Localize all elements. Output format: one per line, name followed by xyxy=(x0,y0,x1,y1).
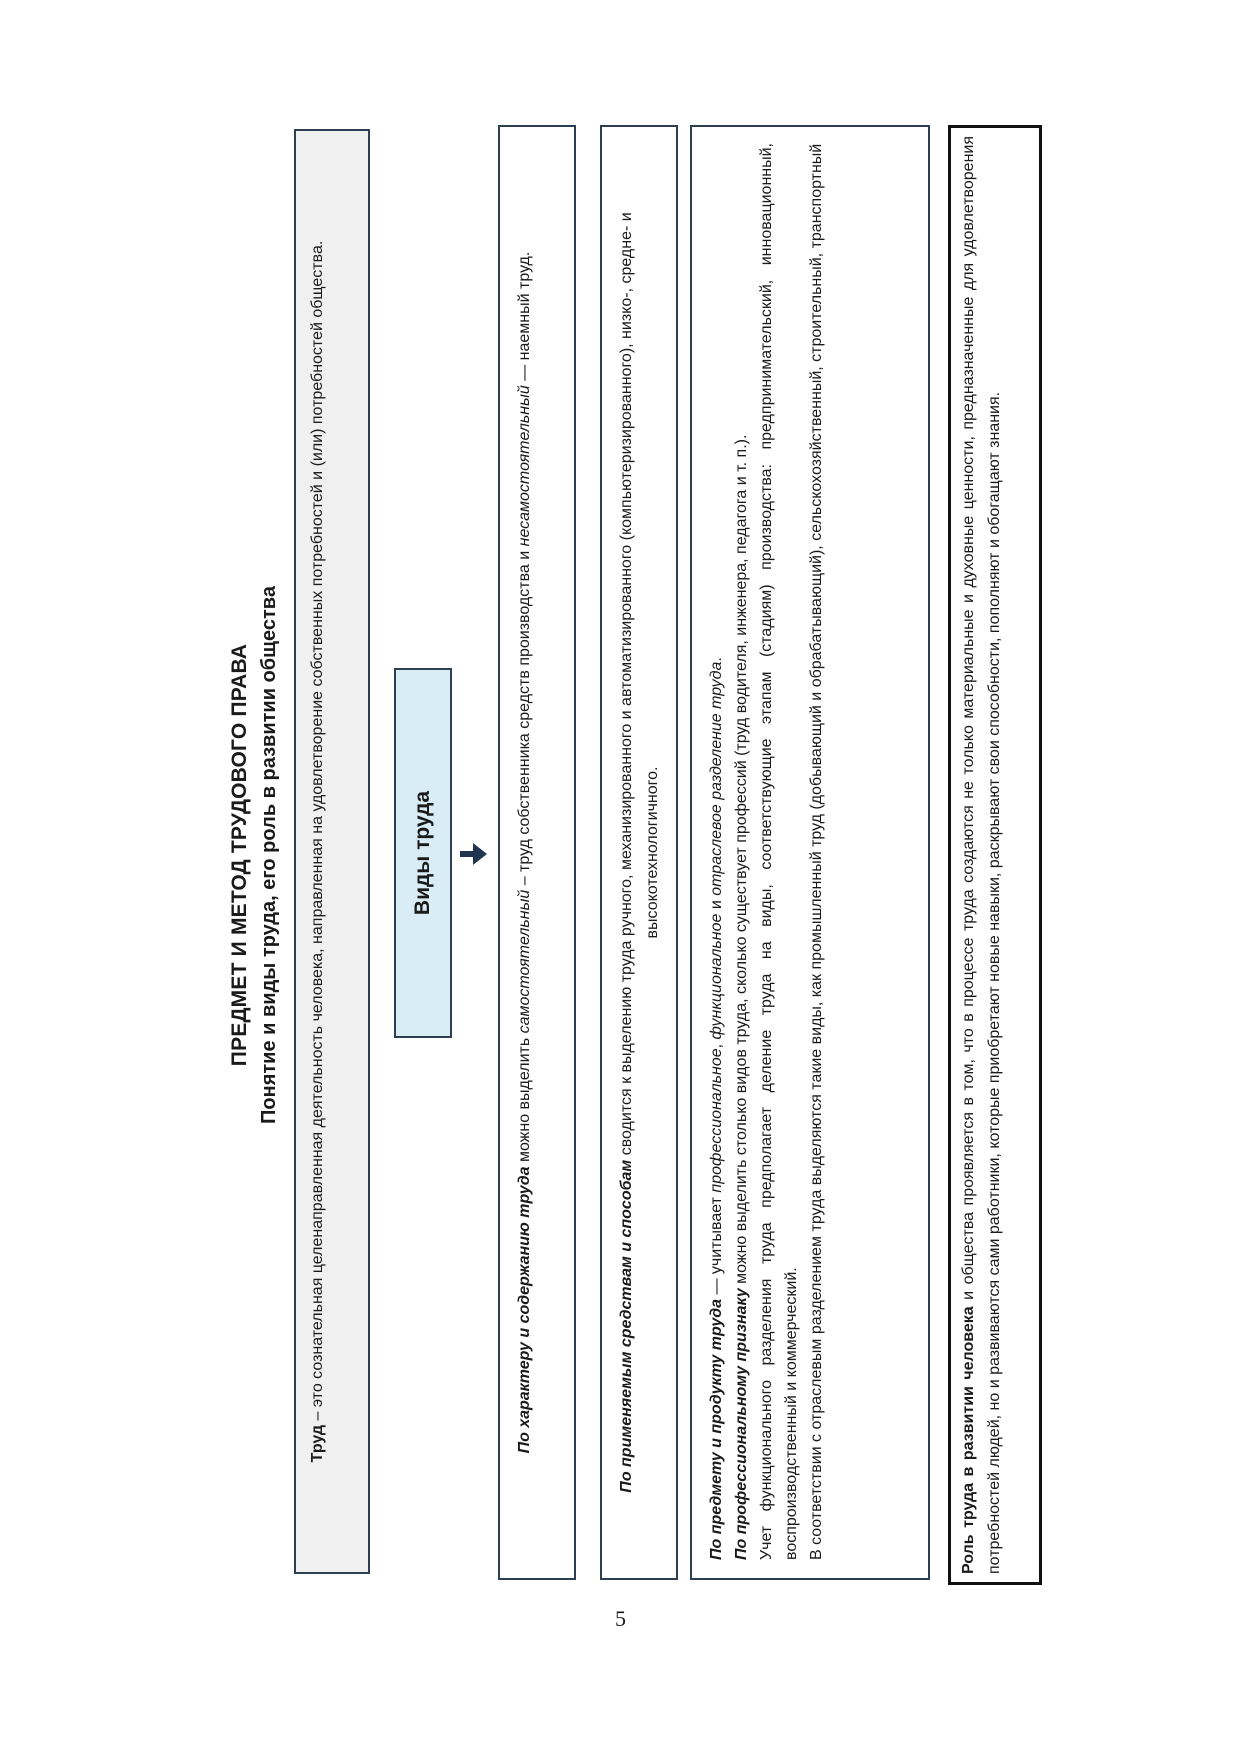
by-subject-line-1: По предмету и продукту труда — учитывает профессиональное, функциональное и отраслевое разделение труда. xyxy=(708,657,725,1560)
definition-box xyxy=(294,129,370,1574)
page-number: 5 xyxy=(615,1606,626,1631)
by-subject-line-2: По профессиональному признаку можно выделить столько видов труда, сколько существует профессий (труд водителя, инженера, педагога и т. п.). xyxy=(733,434,750,1560)
page-title: ПРЕДМЕТ И МЕТОД ТРУДОВОГО ПРАВА xyxy=(228,643,251,1067)
page-subtitle: Понятие и виды труда, его роль в развитии общества xyxy=(258,586,280,1124)
by-subject-line-4: В соответствии с отраслевым разделением труда выделяются такие виды, как промышленный труд (добывающий и обрабатывающий), сельскохозяйственный, строительный, транспортный xyxy=(808,143,825,1560)
down-arrow-icon xyxy=(460,843,488,865)
rotated-page-content xyxy=(220,120,1060,1590)
by-character-lead: По характеру и содержанию труда xyxy=(516,1166,533,1454)
by-means-lead: По применяемым средствам и способам xyxy=(618,1159,635,1493)
definition-text: – это сознательная целенаправленная деятельность человека, направленная на удовлетворение собственных потребностей и (или) потребностей общества. xyxy=(309,240,326,1425)
non-self-employed-term: несамостоятельный xyxy=(516,385,533,547)
by-subject-box xyxy=(690,125,930,1580)
role-of-labor-box xyxy=(948,125,1042,1585)
role-lead: Роль труда в развитии человека xyxy=(960,1306,977,1574)
by-subject-line-3: Учет функционального разделения труда предполагает деление труда на виды, соответствующие этапам (стадиям) производства: предпринимательский, инновационный, воспроизводственный и коммерческий. xyxy=(758,143,800,1560)
kinds-of-labor-box: Виды труда xyxy=(394,668,452,1038)
definition-term: Труд xyxy=(309,1424,326,1463)
role-text: и общества проявляется в том, что в процессе труда создаются не только материальные и духовные ценности, предназначенные для удовлетворения потребностей людей, но и развиваются сами работники, которые приобретают новые навыки, раскрывают свои способности, пополняют и обогащают знания. xyxy=(960,135,1003,1574)
self-employed-term: самостоятельный xyxy=(516,889,533,1034)
by-character-box: По характеру и содержанию труда можно выделить самостоятельный – труд собственника средств производства и несамостоятельный — наемный труд. xyxy=(498,125,576,1580)
by-means-box xyxy=(600,125,678,1580)
by-means-text: сводится к выделению труда ручного, механизированного и автоматизированного (компьютеризированного), низко-, средне- и высокотехнологичного. xyxy=(618,212,661,1160)
